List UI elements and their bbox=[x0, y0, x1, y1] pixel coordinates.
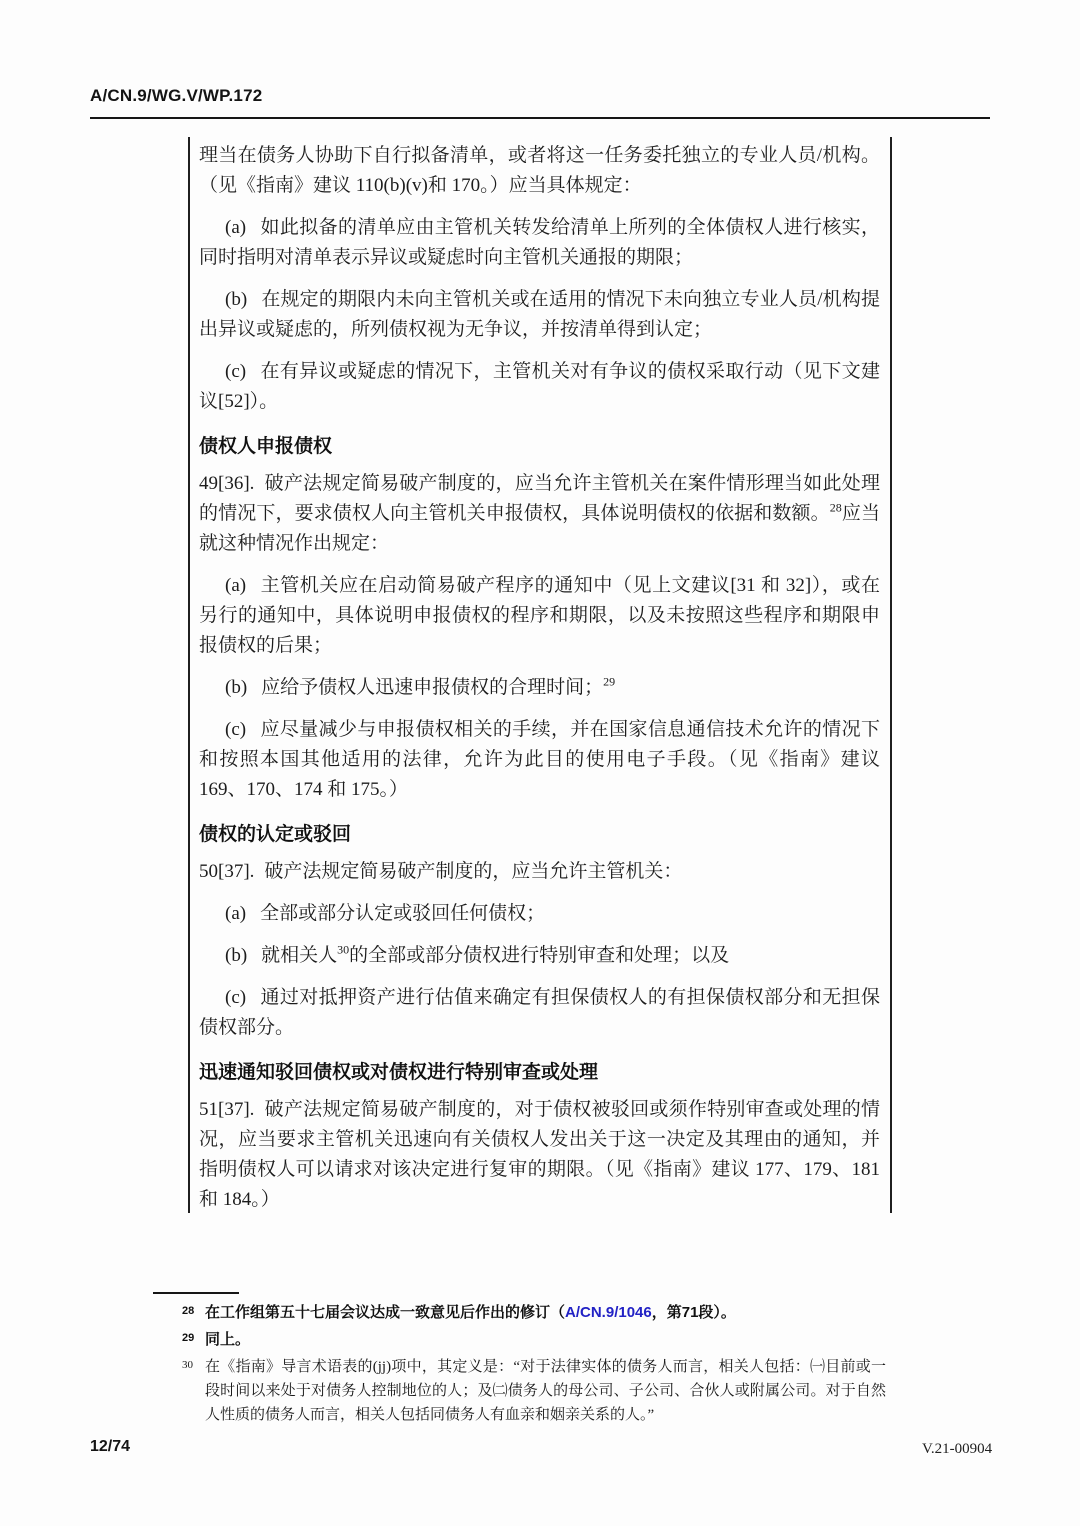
paragraph-text: 理当在债务人协助下自行拟备清单，或者将这一任务委托独立的专业人员/机构。（见《指南》建议 110(b)(v)和 170。）应当具体规定： bbox=[199, 145, 880, 196]
doc-id: V.21-00904 bbox=[922, 1441, 993, 1457]
paragraph-number: 51[37]. bbox=[199, 1099, 255, 1120]
footnote-ref-30: 30 bbox=[337, 942, 350, 957]
paragraph bbox=[199, 141, 880, 201]
heading-text: 迅速通知驳回债权或对债权进行特别审查或处理 bbox=[199, 1062, 599, 1083]
section-heading bbox=[199, 820, 880, 850]
heading-text: 债权的认定或驳回 bbox=[199, 824, 352, 845]
item-label: (b) bbox=[225, 289, 248, 310]
list-item bbox=[199, 941, 880, 971]
paragraph bbox=[199, 1095, 880, 1215]
footnote-number: 29 bbox=[182, 1332, 195, 1344]
list-item bbox=[199, 983, 880, 1043]
item-text: 主管机关应在启动简易破产程序的通知中（见上文建议[31 和 32]），或在另行的通知中，具体说明申报债权的程序和期限，以及未按照这些程序和期限申报债权的后果； bbox=[199, 575, 880, 656]
item-text: 就相关人 bbox=[261, 945, 338, 966]
footnote-text: 在工作组第五十七届会议达成一致意见后作出的修订（ bbox=[205, 1304, 566, 1321]
list-item bbox=[199, 285, 880, 345]
list-item bbox=[199, 899, 880, 929]
paragraph-text: 破产法规定简易破产制度的，应当允许主管机关在案件情形理当如此处理的情况下，要求债权人向主管机关申报债权，具体说明债权的依据和数额。 bbox=[199, 473, 880, 524]
item-text: 应尽量减少与申报债权相关的手续，并在国家信息通信技术允许的情况下和按照本国其他适用的法律，允许为此目的使用电子手段。（见《指南》建议 169、170、174 和 175。） bbox=[199, 719, 880, 800]
footnote-28 bbox=[180, 1301, 886, 1325]
paragraph bbox=[199, 469, 880, 559]
section-heading bbox=[199, 432, 880, 462]
item-text: 通过对抵押资产进行估值来确定有担保债权人的有担保债权部分和无担保债权部分。 bbox=[199, 987, 880, 1038]
header-rule bbox=[90, 117, 990, 119]
footnote-ref-29: 29 bbox=[603, 674, 616, 689]
item-text: 在规定的期限内未向主管机关或在适用的情况下未向独立专业人员/机构提出异议或疑虑的，所列债权视为无争议，并按清单得到认定； bbox=[199, 289, 880, 340]
footnote-ref-28: 28 bbox=[829, 500, 842, 515]
footnote-30 bbox=[180, 1355, 886, 1427]
item-text: 如此拟备的清单应由主管机关转发给清单上所列的全体债权人进行核实，同时指明对清单表示异议或疑虑时向主管机关通报的期限； bbox=[199, 217, 880, 268]
list-item bbox=[199, 715, 880, 805]
footnote-text: ，第71段）。 bbox=[651, 1304, 736, 1321]
item-label: (c) bbox=[225, 719, 247, 740]
paragraph-text: 应当就这种情况作出规定： bbox=[199, 503, 880, 554]
page-number: 12/74 bbox=[90, 1438, 131, 1455]
footnote-text: 同上。 bbox=[205, 1331, 251, 1348]
paragraph-number: 50[37]. bbox=[199, 861, 255, 882]
footnote-separator bbox=[153, 1292, 239, 1294]
item-label: (c) bbox=[225, 987, 247, 1008]
revised-text-block bbox=[188, 137, 892, 1213]
paragraph-text: 破产法规定简易破产制度的，应当允许主管机关： bbox=[264, 861, 683, 882]
footnotes-area bbox=[180, 1301, 886, 1430]
footnote-number: 28 bbox=[182, 1305, 195, 1317]
item-text: 在有异议或疑虑的情况下，主管机关对有争议的债权采取行动（见下文建议[52]）。 bbox=[199, 361, 880, 412]
item-text: 应给予债权人迅速申报债权的合理时间； bbox=[261, 677, 604, 698]
list-item bbox=[199, 357, 880, 417]
item-text: 的全部或部分债权进行特别审查和处理；以及 bbox=[349, 945, 730, 966]
doc-symbol: A/CN.9/WG.V/WP.172 bbox=[90, 86, 263, 105]
item-label: (a) bbox=[225, 903, 247, 924]
footnote-29 bbox=[180, 1328, 886, 1352]
list-item bbox=[199, 673, 880, 703]
footnote-number: 30 bbox=[182, 1359, 193, 1371]
item-label: (b) bbox=[225, 945, 248, 966]
item-label: (a) bbox=[225, 575, 247, 596]
item-label: (c) bbox=[225, 361, 247, 382]
section-heading bbox=[199, 1058, 880, 1088]
paragraph bbox=[199, 857, 880, 887]
list-item bbox=[199, 213, 880, 273]
list-item bbox=[199, 571, 880, 661]
paragraph-number: 49[36]. bbox=[199, 473, 255, 494]
paragraph-text: 破产法规定简易破产制度的，对于债权被驳回或须作特别审查或处理的情况，应当要求主管机关迅速向有关债权人发出关于这一决定及其理由的通知，并指明债权人可以请求对该决定进行复审的期限。（见《指南》建议 177、179、181 和 184。） bbox=[199, 1099, 880, 1210]
item-text: 全部或部分认定或驳回任何债权； bbox=[260, 903, 546, 924]
footnote-text: 在《指南》导言术语表的(jj)项中，其定义是：“对于法律实体的债务人而言，相关人包括：㈠目前或一段时间以来处于对债务人控制地位的人；及㈡债务人的母公司、子公司、合伙人或附属公司。对于自然人性质的债务人而言，相关人包括同债务人有血亲和姻亲关系的人。” bbox=[205, 1359, 886, 1423]
doc-reference-link[interactable]: A/CN.9/1046 bbox=[565, 1304, 652, 1321]
item-label: (b) bbox=[225, 677, 248, 698]
item-label: (a) bbox=[225, 217, 247, 238]
heading-text: 债权人申报债权 bbox=[199, 436, 333, 457]
